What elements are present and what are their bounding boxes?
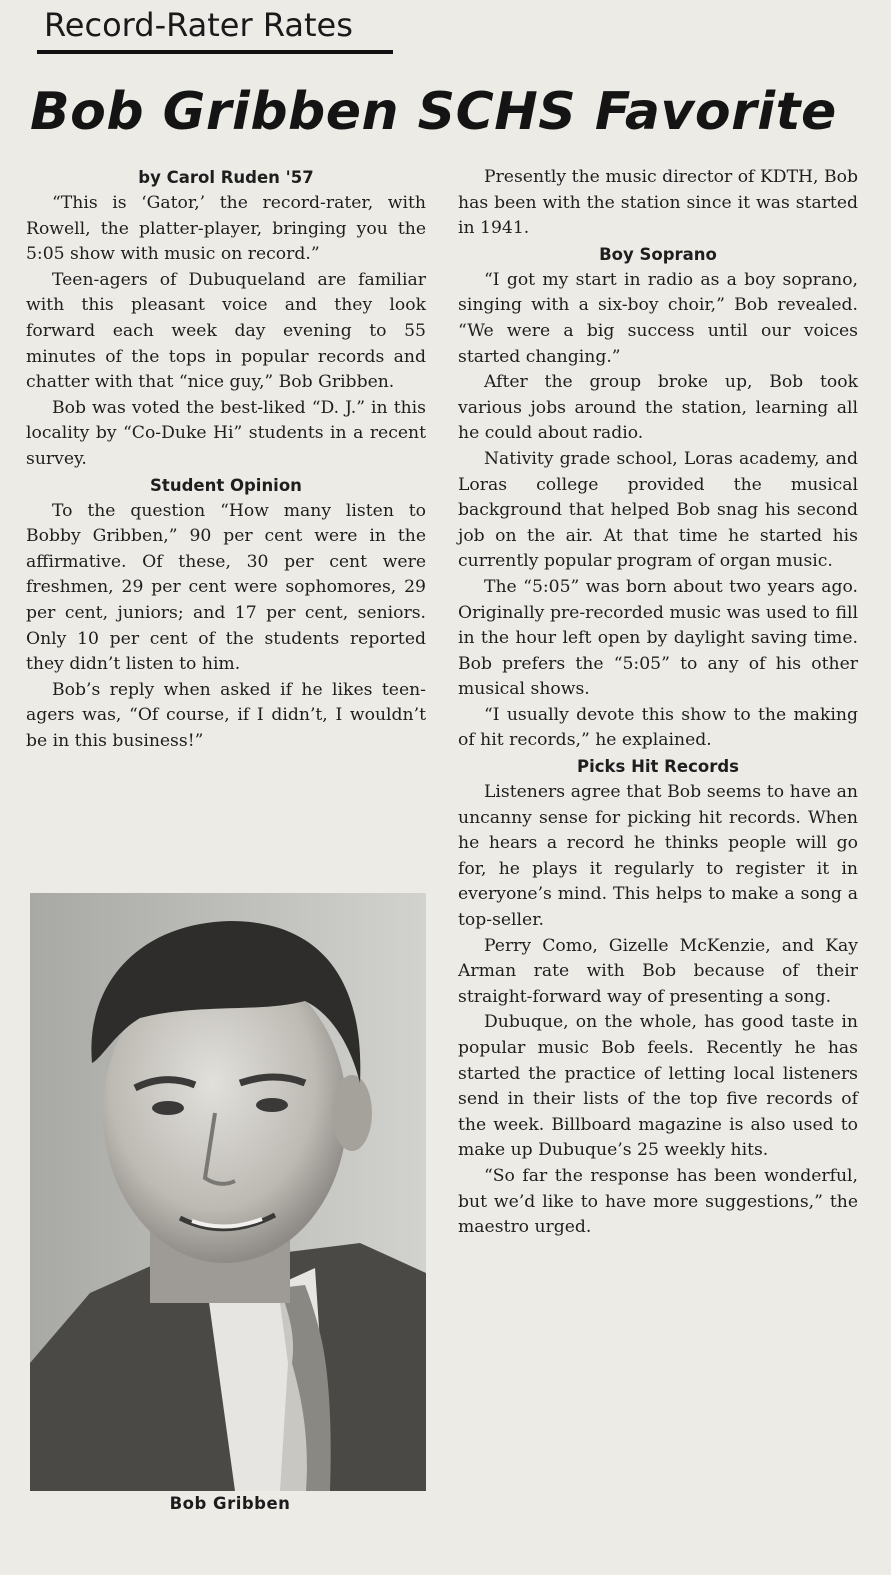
subhead: Picks Hit Records [577,757,739,777]
left-column [26,165,426,754]
portrait-photo [30,893,426,1491]
paragraph: Perry Como, Gizelle McKenzie, and Kay Arman rate with Bob because of their straight-forward way of presenting a song. [458,935,858,1007]
article-headline: Bob Gribben SCHS Favorite [30,82,837,142]
paragraph: “This is ‘Gator,’ the record-rater, with Rowell, the platter-player, bringing you the 5:05 show with music on record.” [26,193,426,265]
paragraph: Listeners agree that Bob seems to have an uncanny sense for picking hit records. When he hears a record he thinks people will go for, he plays it regularly to register it in everyone’s mind. This helps to make a song a top-seller. [458,782,858,931]
paragraph: “So far the response has been wonderful, but we’d like to have more suggestions,” the maestro urged. [458,1165,858,1238]
portrait-illustration [30,893,426,1491]
paragraph: Dubuque, on the whole, has good taste in popular music Bob feels. Recently he has started the practice of letting local listeners send in their lists of the top five records of the week. Billboard magazine is also used to make up Dubuque’s 25 weekly hits. [458,1012,858,1161]
paragraph: Presently the music director of KDTH, Bob has been with the station since it was started in 1941. [458,167,858,239]
paragraph: Bob was voted the best-liked “D. J.” in this locality by “Co-Duke Hi” students in a recent survey. [26,397,426,469]
paragraph: After the group broke up, Bob took various jobs around the station, learning all he could about radio. [458,372,858,444]
paragraph: Bob’s reply when asked if he likes teen-agers was, “Of course, if I didn’t, I wouldn’t be in this business!” [26,679,426,751]
subhead: Student Opinion [150,475,302,495]
section-kicker: Record-Rater Rates [44,6,353,44]
subhead: Boy Soprano [599,244,717,264]
paragraph: “I usually devote this show to the making of hit records,” he explained. [458,704,858,751]
right-column [458,165,858,1241]
paragraph: The “5:05” was born about two years ago. Originally pre-recorded music was used to fill in the hour left open by daylight saving time. Bob prefers the “5:05” to any of his other musical shows. [458,576,858,700]
paragraph: “I got my start in radio as a boy soprano, singing with a six-boy choir,” Bob revealed. “We were a big success until our voices started changing.” [458,269,858,367]
kicker-underline [37,50,393,54]
paragraph: To the question “How many listen to Bobby Gribben,” 90 per cent were in the affirmative. Of these, 30 per cent were freshmen, 29 per cent were sophomores, 29 per cent, juniors; and 17 per cent, seniors. Only 10 per cent of the students reported they didn’t listen to him. [26,500,426,675]
photo-caption: Bob Gribben [169,1494,291,1513]
paragraph: Nativity grade school, Loras academy, and Loras college provided the musical background that helped Bob snag his second job on the air. At that time he started his currently popular program of organ music. [458,448,858,572]
byline: by Carol Ruden '57 [138,168,314,187]
paragraph: Teen-agers of Dubuqueland are familiar with this pleasant voice and they look forward each week day evening to 55 minutes of the tops in popular records and chatter with that “nice guy,” Bob Gribben. [26,269,426,393]
